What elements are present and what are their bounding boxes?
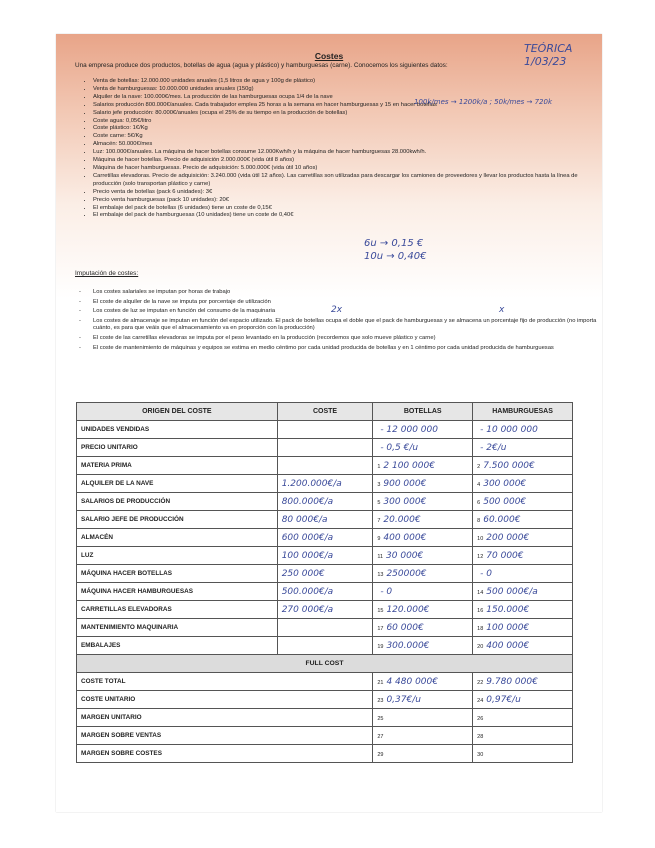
list-item: • El embalaje del pack de botellas (6 unidades) tiene un coste de 0,15€ bbox=[93, 205, 598, 213]
rule-item: - El coste de las carretillas elevadoras se imputa por el peso levantado en la producción (recordemos que solo mueve plástico y carne) bbox=[93, 335, 601, 343]
list-item: • Luz: 100.000€/anuales. La máquina de hacer botellas consume 12.000Kwh/h y la máquina de hacer hamburguesas 28.000kwh/h. bbox=[93, 149, 598, 157]
handwritten-value: - 12 000 000 bbox=[380, 424, 438, 435]
row-number: 20 bbox=[477, 643, 484, 650]
table-row bbox=[77, 745, 573, 763]
handwritten-value: 9.780 000€ bbox=[486, 676, 538, 687]
burgers-cell bbox=[473, 511, 573, 529]
row-number: 25 bbox=[377, 715, 384, 722]
handwritten-value: 150.000€ bbox=[486, 604, 530, 615]
handwritten-value: 0,37€/u bbox=[386, 694, 421, 705]
table-row bbox=[77, 439, 573, 457]
table-row bbox=[77, 727, 573, 745]
table-row bbox=[77, 457, 573, 475]
row-label: MÁQUINA HACER HAMBURGUESAS bbox=[77, 583, 278, 601]
header-cost: COSTE bbox=[277, 403, 373, 421]
stamp-line-1: TEÓRICA bbox=[524, 42, 573, 55]
bottles-cell bbox=[373, 547, 473, 565]
table-row bbox=[77, 421, 573, 439]
row-number: 30 bbox=[477, 751, 484, 758]
bottles-cell bbox=[373, 493, 473, 511]
table-row bbox=[77, 673, 573, 691]
burgers-cell bbox=[473, 475, 573, 493]
row-number: 26 bbox=[477, 715, 484, 722]
rule-item: - Los costes de almacenaje se imputan en función del espacio utilizado. El pack de botellas ocupa el doble que el pack de hamburguesas y se almacena un porcentaje fijo de producción (no importa cuánto, es para que veáis que el almacenamiento va en proporción con la producción) bbox=[93, 318, 601, 333]
table-row bbox=[77, 691, 573, 709]
row-number: 14 bbox=[477, 589, 484, 596]
page-title: Costes bbox=[314, 51, 344, 61]
row-number: 4 bbox=[477, 481, 481, 488]
row-number: 2 bbox=[477, 463, 481, 470]
row-number: 7 bbox=[377, 517, 381, 524]
row-label: ALMACÉN bbox=[77, 529, 278, 547]
handwritten-value: - 0 bbox=[380, 586, 393, 597]
table-row bbox=[77, 637, 573, 655]
list-item: • Máquina de hacer hamburguesas. Precio de adquisición: 5.000.000€ (vida útil 10 años) bbox=[93, 165, 598, 173]
row-cost bbox=[277, 547, 373, 565]
row-cost bbox=[277, 475, 373, 493]
handwritten-value: 4 480 000€ bbox=[386, 676, 438, 687]
row-number: 11 bbox=[377, 553, 384, 560]
row-number: 3 bbox=[377, 481, 381, 488]
rule-item: - Los costes salariales se imputan por horas de trabajo bbox=[93, 289, 601, 297]
handwritten-date-stamp bbox=[524, 42, 572, 68]
full-cost-label: FULL COST bbox=[77, 655, 573, 673]
handwritten-value: 500 000€/a bbox=[486, 586, 538, 597]
bottles-cell bbox=[373, 637, 473, 655]
row-cost bbox=[277, 493, 373, 511]
burgers-cell bbox=[473, 709, 573, 727]
table-row bbox=[77, 601, 573, 619]
table-row bbox=[77, 493, 573, 511]
handwritten-value: 600 000€/a bbox=[281, 532, 334, 543]
handwritten-value: 270 000€/a bbox=[281, 604, 334, 615]
row-cost bbox=[277, 583, 373, 601]
list-item: • Venta de hamburguesas: 10.000.000 unidades anuales (150g) bbox=[93, 86, 598, 94]
bottles-cell bbox=[373, 421, 473, 439]
row-number: 12 bbox=[477, 553, 484, 560]
list-item: • Coste carne: 5€/Kg bbox=[93, 133, 598, 141]
row-cost bbox=[277, 565, 373, 583]
pack-note-line-2: 10u → 0,40€ bbox=[364, 251, 427, 262]
row-label: MANTENIMIENTO MAQUINARIA bbox=[77, 619, 278, 637]
handwritten-value: 1.200.000€/a bbox=[281, 478, 342, 489]
row-cost bbox=[277, 529, 373, 547]
row-number: 24 bbox=[477, 697, 484, 704]
list-item: • Máquina de hacer botellas. Precio de adquisición 2.000.000€ (vida útil 8 años) bbox=[93, 157, 598, 165]
burgers-cell bbox=[473, 529, 573, 547]
handwritten-value: - 2€/u bbox=[480, 442, 507, 453]
row-number: 16 bbox=[477, 607, 484, 614]
handwritten-value: 200 000€ bbox=[486, 532, 530, 543]
bottles-cell bbox=[373, 457, 473, 475]
cost-table bbox=[76, 402, 573, 763]
handwritten-value: 800.000€/a bbox=[281, 496, 334, 507]
row-number: 1 bbox=[377, 463, 381, 470]
list-item: • Precio venta hamburguesas (pack 10 unidades): 20€ bbox=[93, 197, 598, 205]
row-label: ALQUILER DE LA NAVE bbox=[77, 475, 278, 493]
handwritten-pack-note bbox=[364, 237, 426, 263]
row-cost bbox=[277, 439, 373, 457]
list-item: • Venta de botellas: 12.000.000 unidades anuales (1,5 litros de agua y 100g de plástico) bbox=[93, 78, 598, 86]
table-row bbox=[77, 709, 573, 727]
row-number: 9 bbox=[377, 535, 381, 542]
rule-item: - El coste de mantenimiento de máquinas y equipos se estima en medio céntimo por cada unidad producida de botellas y en 1 céntimo por cada unidad producida de hamburguesas bbox=[93, 345, 601, 353]
row-label: EMBALAJES bbox=[77, 637, 278, 655]
handwritten-value: 7.500 000€ bbox=[483, 460, 535, 471]
imputation-rules-list bbox=[75, 289, 601, 354]
row-label: MARGEN SOBRE COSTES bbox=[77, 745, 373, 763]
table-row bbox=[77, 475, 573, 493]
rule-item: - El coste de alquiler de la nave se imputa por porcentaje de utilización bbox=[93, 299, 601, 307]
bottles-cell bbox=[373, 511, 473, 529]
handwritten-value: 300 000€ bbox=[483, 478, 527, 489]
handwritten-value: - 0 bbox=[480, 568, 492, 579]
row-label: CARRETILLAS ELEVADORAS bbox=[77, 601, 278, 619]
row-number: 17 bbox=[377, 625, 384, 632]
bottles-cell bbox=[373, 439, 473, 457]
bottles-cell bbox=[373, 601, 473, 619]
table-row bbox=[77, 565, 573, 583]
handwritten-value: 60 000€ bbox=[386, 622, 424, 633]
worksheet-page bbox=[56, 34, 602, 812]
handwritten-value: 2 100 000€ bbox=[383, 460, 435, 471]
table-row bbox=[77, 547, 573, 565]
table-row bbox=[77, 619, 573, 637]
imputation-heading: Imputación de costes: bbox=[75, 270, 139, 277]
burgers-cell bbox=[473, 421, 573, 439]
row-label: MATERIA PRIMA bbox=[77, 457, 278, 475]
handwritten-value: 100 000€/a bbox=[281, 550, 334, 561]
table-row bbox=[77, 583, 573, 601]
burgers-cell bbox=[473, 745, 573, 763]
handwritten-value: - 0,5 €/u bbox=[380, 442, 419, 453]
handwritten-value: 80 000€/a bbox=[281, 514, 328, 525]
pack-note-line-1: 6u → 0,15 € bbox=[364, 238, 424, 249]
burgers-cell bbox=[473, 583, 573, 601]
row-label: COSTE UNITARIO bbox=[77, 691, 373, 709]
intro-paragraph: Una empresa produce dos productos, botellas de agua (agua y plástico) y hamburguesas (carne). Conocemos los siguientes datos: bbox=[75, 62, 448, 69]
bottles-cell bbox=[373, 565, 473, 583]
bottles-cell bbox=[373, 475, 473, 493]
handwritten-value: 400 000€ bbox=[486, 640, 530, 651]
row-label: MÁQUINA HACER BOTELLAS bbox=[77, 565, 278, 583]
row-number: 15 bbox=[377, 607, 384, 614]
rule-item: - Los costes de luz se imputan en función del consumo de la maquinaria bbox=[93, 308, 601, 316]
header-burgers: HAMBURGUESAS bbox=[473, 403, 573, 421]
bottles-cell bbox=[373, 529, 473, 547]
bottles-cell bbox=[373, 673, 473, 691]
list-item: • Coste plástico: 1€/Kg bbox=[93, 125, 598, 133]
handwritten-value: 300.000€ bbox=[386, 640, 430, 651]
handwritten-value: 20.000€ bbox=[383, 514, 421, 525]
row-cost bbox=[277, 619, 373, 637]
row-label: MARGEN UNITARIO bbox=[77, 709, 373, 727]
row-label: SALARIOS DE PRODUCCIÓN bbox=[77, 493, 278, 511]
row-number: 10 bbox=[477, 535, 484, 542]
burgers-cell bbox=[473, 457, 573, 475]
burgers-cell bbox=[473, 565, 573, 583]
burgers-cell bbox=[473, 691, 573, 709]
handwritten-value: 400 000€ bbox=[383, 532, 427, 543]
list-item: • Alquiler de la nave: 100.000€/mes. La producción de las hamburguesas ocupa 1/4 de la nave bbox=[93, 94, 598, 102]
row-number: 19 bbox=[377, 643, 384, 650]
burgers-cell bbox=[473, 493, 573, 511]
handwritten-value: 300 000€ bbox=[383, 496, 427, 507]
row-label: COSTE TOTAL bbox=[77, 673, 373, 691]
row-label: PRECIO UNITARIO bbox=[77, 439, 278, 457]
handwritten-mark-2x: 2x bbox=[331, 305, 343, 315]
handwritten-value: 250 000€ bbox=[281, 568, 325, 579]
handwritten-value: 30 000€ bbox=[386, 550, 424, 561]
bottles-cell bbox=[373, 691, 473, 709]
stamp-line-2: 1/03/23 bbox=[524, 55, 567, 68]
row-number: 13 bbox=[377, 571, 384, 578]
handwritten-value: - 10 000 000 bbox=[480, 424, 538, 435]
row-cost bbox=[277, 457, 373, 475]
handwritten-mark-x: x bbox=[499, 305, 505, 315]
row-cost bbox=[277, 511, 373, 529]
bottles-cell bbox=[373, 709, 473, 727]
row-number: 18 bbox=[477, 625, 484, 632]
row-label: MARGEN SOBRE VENTAS bbox=[77, 727, 373, 745]
row-cost bbox=[277, 421, 373, 439]
full-cost-row bbox=[77, 655, 573, 673]
row-cost bbox=[277, 637, 373, 655]
burgers-cell bbox=[473, 547, 573, 565]
handwritten-value: 900 000€ bbox=[383, 478, 427, 489]
row-number: 5 bbox=[377, 499, 381, 506]
row-label: UNIDADES VENDIDAS bbox=[77, 421, 278, 439]
header-bottles: BOTELLAS bbox=[373, 403, 473, 421]
handwritten-value: 120.000€ bbox=[386, 604, 430, 615]
handwritten-value: 500 000€ bbox=[483, 496, 527, 507]
row-cost bbox=[277, 601, 373, 619]
list-item: • Carretillas elevadoras. Precio de adquisición: 3.240.000 (vida útil 12 años). Las carretillas son utilizadas para descargar los camiones de proveedores y llevar los productos hasta la línea de producción (solo transportan plástico y carne) bbox=[93, 173, 598, 189]
list-item: • Salario jefe producción: 80.000€/anuales (ocupa el 25% de su tiempo en la producción de botellas) bbox=[93, 110, 598, 118]
row-label: LUZ bbox=[77, 547, 278, 565]
row-number: 8 bbox=[477, 517, 481, 524]
burgers-cell bbox=[473, 601, 573, 619]
handwritten-value: 70 000€ bbox=[486, 550, 524, 561]
table-row bbox=[77, 511, 573, 529]
handwritten-value: 500.000€/a bbox=[281, 586, 334, 597]
row-number: 23 bbox=[377, 697, 384, 704]
row-number: 28 bbox=[477, 733, 484, 740]
burgers-cell bbox=[473, 673, 573, 691]
table-header-row bbox=[77, 403, 573, 421]
list-item: • Coste agua: 0,05€/litro bbox=[93, 118, 598, 126]
burgers-cell bbox=[473, 727, 573, 745]
handwritten-value: 60.000€ bbox=[483, 514, 521, 525]
header-origin: ORIGEN DEL COSTE bbox=[77, 403, 278, 421]
table-row bbox=[77, 529, 573, 547]
bottles-cell bbox=[373, 727, 473, 745]
handwritten-rent-note: 100k/mes → 1200k/a ; 50k/mes → 720k bbox=[414, 98, 553, 106]
row-number: 6 bbox=[477, 499, 481, 506]
row-number: 21 bbox=[377, 679, 384, 686]
list-item: • Almacén: 50.000€/mes bbox=[93, 141, 598, 149]
list-item: • El embalaje del pack de hamburguesas (10 unidades) tiene un coste de 0,40€ bbox=[93, 212, 598, 220]
row-number: 27 bbox=[377, 733, 384, 740]
list-item: • Precio venta de botellas (pack 6 unidades): 3€ bbox=[93, 189, 598, 197]
burgers-cell bbox=[473, 619, 573, 637]
bottles-cell bbox=[373, 745, 473, 763]
row-number: 22 bbox=[477, 679, 484, 686]
handwritten-value: 250000€ bbox=[386, 568, 427, 579]
bottles-cell bbox=[373, 619, 473, 637]
bottles-cell bbox=[373, 583, 473, 601]
row-label: SALARIO JEFE DE PRODUCCIÓN bbox=[77, 511, 278, 529]
burgers-cell bbox=[473, 637, 573, 655]
burgers-cell bbox=[473, 439, 573, 457]
list-item: • Salarios producción 800.000€/anuales. Cada trabajador emplea 25 horas a la semana en hacer hamburguesas y 15 en hacer botellas bbox=[93, 102, 598, 110]
row-number: 29 bbox=[377, 751, 384, 758]
handwritten-value: 100 000€ bbox=[486, 622, 530, 633]
handwritten-value: 0,97€/u bbox=[486, 694, 521, 705]
